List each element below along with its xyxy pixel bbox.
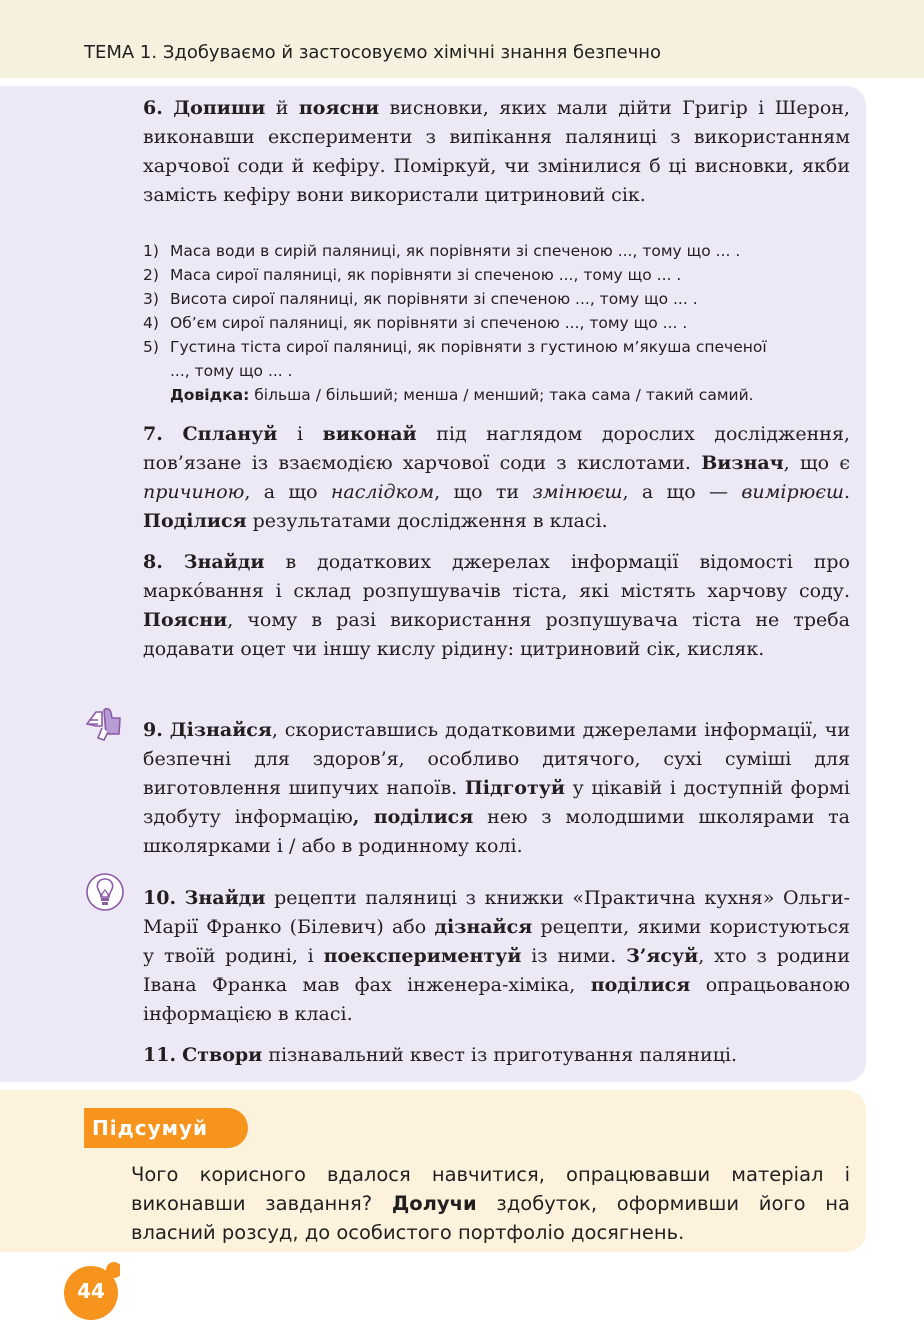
hint-label: Довідка: [170, 386, 250, 404]
task-10: 10. Знайди рецепти паляниці з книжки «Практична кухня» Ольги-Марії Франко (Білевич) або дізнайся рецепти, якими користуються у твоїй родині, і поекспериментуй із ними. З’ясуй, хто з родини Івана Франка мав фах інженера-хіміка, поділися опрацьованою інформацією в класі. [143, 887, 850, 1025]
page-header [0, 0, 924, 78]
summary-text: Чого корисного вдалося навчитися, опрацювавши матеріал і виконавши завдання? Долучи здобуток, оформивши його на власний розсуд, до особистого портфоліо досягнень. [131, 1163, 850, 1244]
task-6-list [143, 239, 858, 407]
hint-text: більша / більший; менша / менший; така сама / такий самий. [254, 386, 754, 404]
task-11: 11. Створи пізнавальний квест із приготування паляниці. [143, 1044, 738, 1066]
list-item: 4) Об’єм сирої паляниці, як порівняти зі спеченою ..., тому що ... . [143, 314, 688, 332]
list-item-continuation: ..., тому що ... . [170, 362, 293, 380]
summary-label: Підсумуй [84, 1108, 248, 1148]
task-9: 9. Дізнайся, скориставшись додатковими джерелами інформації, чи безпечні для здоров’я, особливо дитячого, сухі суміші для виготовлення шипучих напоїв. Підготуй у цікавій і доступній формі здобуту інформацію, поділися нею з молодшими школярами та школярками і / або в родинному колі. [143, 719, 851, 857]
list-item: 3) Висота сирої паляниці, як порівняти зі спеченою ..., тому що ... . [143, 290, 698, 308]
task-8: 8. Знайди в додаткових джерелах інформації відомості про марко́вання і склад розпушувачів тіста, які містять харчову соду. Поясни, чому в разі використання розпушувача тіста не треба додавати оцет чи іншу кислу рідину: цитриновий сік, кисляк. [143, 551, 850, 660]
page-number: 44 [77, 1279, 105, 1303]
hint-line [143, 383, 858, 407]
list-item: 5) Густина тіста сирої паляниці, як порівняти з густиною м’якуша спеченої [143, 338, 767, 356]
topic-title: ТЕМА 1. Здобуваємо й застосовуємо хімічні знання безпечно [84, 42, 662, 63]
lightbulb-icon [86, 872, 126, 912]
task-6: 6. Допиши й поясни висновки, яких мали дійти Григір і Шерон, виконавши експерименти з випікання паляниці з використанням харчової соди й кефіру. Поміркуй, чи змінилися б ці висновки, якби замість кефіру вони використали цитриновий сік. [143, 97, 850, 206]
list-item: 2) Маса сирої паляниці, як порівняти зі спеченою ..., тому що ... . [143, 266, 682, 284]
thumbs-up-down-icon [84, 704, 124, 744]
task-7: 7. Сплануй і виконай під наглядом дорослих дослідження, пов’язане із взаємодією харчової соди з кислотами. Визнач, що є причиною, а що наслідком, що ти змінюєш, а що — вимірюєш. Поділися результатами дослідження в класі. [143, 423, 851, 532]
list-item: 1) Маса води в сирій паляниці, як порівняти зі спеченою ..., тому що ... . [143, 242, 741, 260]
